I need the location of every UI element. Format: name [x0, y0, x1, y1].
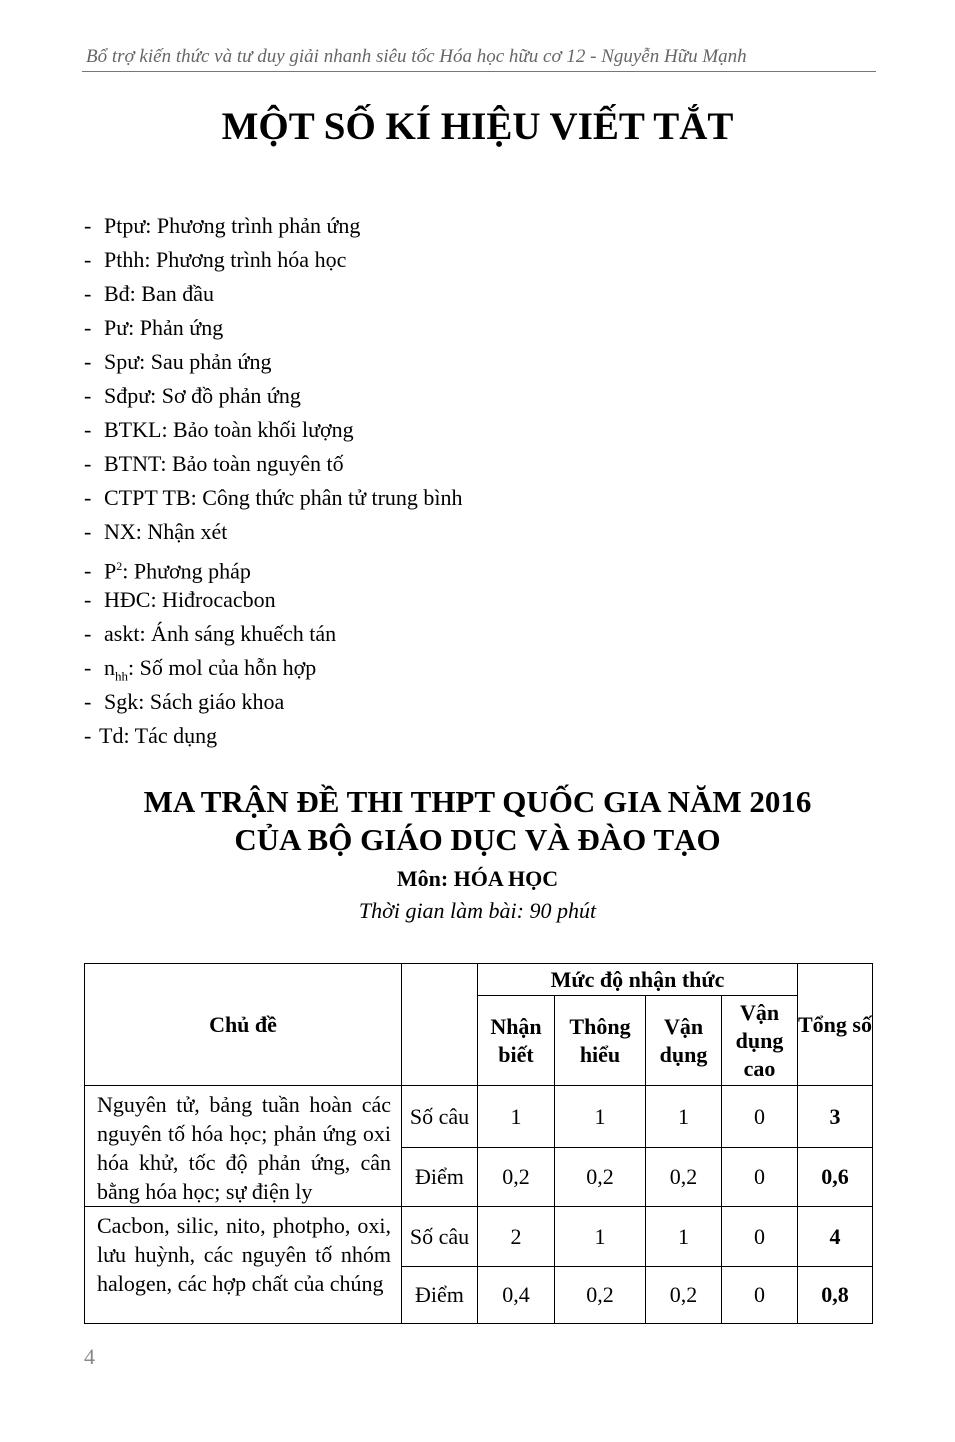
abbreviation-text: Ptpư: Phương trình phản ứng [104, 213, 361, 238]
dash: - [84, 689, 92, 714]
abbreviation-text: Sđpư: Sơ đồ phản ứng [104, 383, 301, 408]
dash: - [84, 213, 92, 238]
abbreviation-item [84, 347, 463, 381]
count-cell: 0 [722, 1086, 798, 1148]
dash: - [84, 383, 92, 408]
abbreviation-item [84, 619, 463, 653]
topic-cell: Cacbon, silic, nito, photpho, oxi, lưu huỳnh, các nguyên tố nhóm halogen, các hợp chất của chúng [85, 1207, 402, 1324]
abbreviation-base: P [104, 558, 117, 584]
abbreviation-text: : Phương pháp [122, 558, 251, 584]
header-level: Thông hiểu [555, 996, 646, 1086]
abbreviation-text: Td: Tác dụng [99, 723, 218, 748]
dash: - [84, 723, 92, 748]
row-label: Điểm [402, 1148, 478, 1207]
dash: - [84, 247, 92, 272]
dash: - [84, 558, 92, 584]
header-topic: Chủ đề [85, 964, 402, 1086]
abbreviation-item [84, 585, 463, 619]
abbreviation-text: NX: Nhận xét [104, 519, 228, 544]
abbreviation-text: Bđ: Ban đầu [104, 281, 214, 306]
header-blank [402, 964, 478, 1086]
score-total-cell: 0,6 [798, 1148, 873, 1207]
table-row [85, 1207, 873, 1267]
dash: - [84, 349, 92, 374]
abbreviation-item [84, 415, 463, 449]
topic-cell: Nguyên tử, bảng tuần hoàn các nguyên tố hóa học; phản ứng oxi hóa khử, tốc độ phản ứng, cân bằng hóa học; sự điện ly [85, 1086, 402, 1207]
score-cell: 0 [722, 1148, 798, 1207]
header-level-group: Mức độ nhận thức [478, 964, 798, 996]
matrix-title-line2: CỦA BỘ GIÁO DỤC VÀ ĐÀO TẠO [234, 822, 721, 857]
header-level: Nhận biết [478, 996, 555, 1086]
dash: - [84, 621, 92, 646]
count-cell: 0 [722, 1207, 798, 1267]
count-cell: 2 [478, 1207, 555, 1267]
score-cell: 0,2 [555, 1148, 646, 1207]
abbreviation-item [84, 279, 463, 313]
time-label: Thời gian làm bài: 90 phút [358, 898, 597, 923]
page-number: 4 [84, 1344, 95, 1369]
abbreviation-item [84, 483, 463, 517]
exam-matrix-table [84, 963, 873, 1324]
running-header: Bổ trợ kiến thức và tư duy giải nhanh siêu tốc Hóa học hữu cơ 12 - Nguyễn Hữu Mạnh [86, 46, 747, 67]
dash: - [84, 281, 92, 306]
score-cell: 0,2 [478, 1148, 555, 1207]
count-cell: 1 [646, 1086, 722, 1148]
header-level: Vận dụng cao [722, 996, 798, 1086]
dash: - [84, 451, 92, 476]
abbreviation-text: : Số mol của hỗn hợp [128, 655, 317, 680]
score-cell: 0,4 [478, 1267, 555, 1324]
count-total-cell: 4 [798, 1207, 873, 1267]
dash: - [84, 587, 92, 612]
abbreviation-base: n [104, 655, 115, 680]
row-label: Số câu [402, 1086, 478, 1148]
abbreviation-text: CTPT TB: Công thức phân tử trung bình [104, 485, 463, 510]
count-total-cell: 3 [798, 1086, 873, 1148]
row-label: Điểm [402, 1267, 478, 1324]
matrix-title-line1: MA TRẬN ĐỀ THI THPT QUỐC GIA NĂM 2016 [143, 784, 812, 819]
abbreviation-text: Sgk: Sách giáo khoa [104, 689, 285, 714]
score-cell: 0,2 [646, 1148, 722, 1207]
score-cell: 0 [722, 1267, 798, 1324]
abbreviation-item [84, 653, 463, 687]
page-title: MỘT SỐ KÍ HIỆU VIẾT TẮT [221, 105, 734, 148]
abbreviation-item [84, 517, 463, 551]
abbreviation-text: askt: Ánh sáng khuếch tán [104, 621, 337, 646]
abbreviation-item [84, 381, 463, 415]
count-cell: 1 [478, 1086, 555, 1148]
abbreviation-text: BTKL: Bảo toàn khối lượng [104, 417, 354, 442]
dash: - [84, 315, 92, 340]
count-cell: 1 [555, 1086, 646, 1148]
abbreviation-item [84, 449, 463, 483]
abbreviation-item [84, 687, 463, 721]
abbreviation-text: BTNT: Bảo toàn nguyên tố [104, 451, 344, 476]
header-level: Vận dụng [646, 996, 722, 1086]
header-rule [82, 71, 876, 72]
table-row [85, 1086, 873, 1148]
abbreviation-item [84, 245, 463, 279]
abbreviation-text: Pư: Phản ứng [104, 315, 224, 340]
subject-label: Môn: HÓA HỌC [396, 866, 559, 891]
dash: - [84, 519, 92, 544]
score-cell: 0,2 [555, 1267, 646, 1324]
abbreviation-item [84, 551, 463, 585]
row-label: Số câu [402, 1207, 478, 1267]
count-cell: 1 [555, 1207, 646, 1267]
count-cell: 1 [646, 1207, 722, 1267]
dash: - [84, 655, 92, 680]
dash: - [84, 417, 92, 442]
header-total: Tổng số [798, 964, 873, 1086]
abbreviation-text: Spư: Sau phản ứng [104, 349, 272, 374]
score-cell: 0,2 [646, 1267, 722, 1324]
abbreviation-list [84, 211, 463, 755]
dash: - [84, 485, 92, 510]
abbreviation-item [84, 211, 463, 245]
score-total-cell: 0,8 [798, 1267, 873, 1324]
abbreviation-item [84, 721, 463, 755]
abbreviation-sub: hh [115, 668, 128, 684]
abbreviation-text: Pthh: Phương trình hóa học [104, 247, 347, 272]
abbreviation-text: HĐC: Hiđrocacbon [104, 587, 276, 612]
abbreviation-sup: 2 [116, 559, 123, 573]
abbreviation-item [84, 313, 463, 347]
